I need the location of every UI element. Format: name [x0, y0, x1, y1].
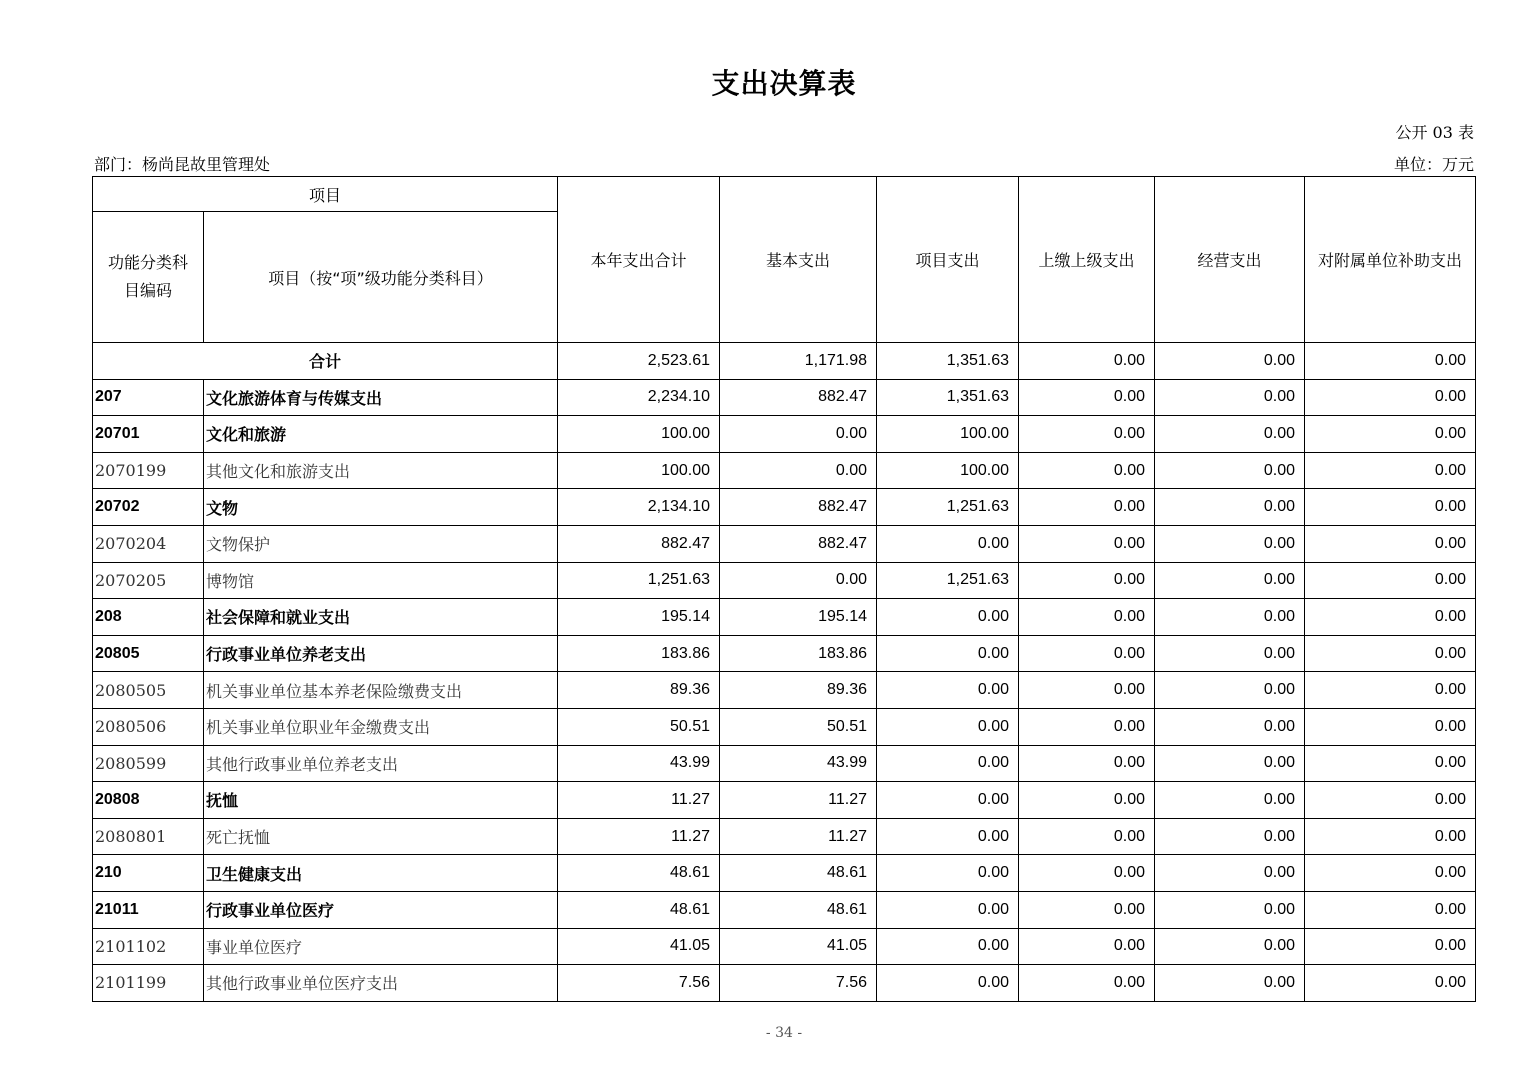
row-value: 41.05: [720, 928, 877, 965]
page-title: 支出决算表: [711, 67, 857, 100]
row-value: 0.00: [1155, 452, 1305, 489]
row-name: 抚恤: [204, 782, 558, 819]
row-value: 0.00: [877, 855, 1019, 892]
total-value: 0.00: [1155, 343, 1305, 380]
row-value: 0.00: [1305, 708, 1476, 745]
row-value: 1,351.63: [877, 379, 1019, 416]
table-row: [93, 745, 1476, 782]
row-value: 0.00: [1019, 379, 1155, 416]
row-code: 20702: [93, 489, 204, 526]
row-name: 行政事业单位养老支出: [204, 635, 558, 672]
total-label: 合计: [93, 343, 558, 380]
row-value: 1,251.63: [877, 562, 1019, 599]
row-value: 882.47: [720, 525, 877, 562]
row-name: 其他行政事业单位养老支出: [204, 745, 558, 782]
row-value: 0.00: [1305, 416, 1476, 453]
row-value: 50.51: [558, 708, 720, 745]
row-value: 0.00: [1019, 891, 1155, 928]
row-name: 文化和旅游: [204, 416, 558, 453]
total-value: 2,523.61: [558, 343, 720, 380]
table-row: [93, 891, 1476, 928]
row-value: 0.00: [1155, 525, 1305, 562]
total-value: 1,351.63: [877, 343, 1019, 380]
row-value: 0.00: [1155, 855, 1305, 892]
row-value: 0.00: [877, 635, 1019, 672]
row-value: 0.00: [1019, 489, 1155, 526]
row-value: 48.61: [558, 891, 720, 928]
row-value: 0.00: [1305, 635, 1476, 672]
row-value: 48.61: [720, 855, 877, 892]
header-subsidy: 对附属单位补助支出: [1305, 177, 1476, 343]
row-value: 50.51: [720, 708, 877, 745]
row-code: 207: [93, 379, 204, 416]
row-value: 41.05: [558, 928, 720, 965]
row-name: 事业单位医疗: [204, 928, 558, 965]
expenditure-table: [92, 176, 1476, 1002]
row-code: 2070205: [93, 562, 204, 599]
row-code: 210: [93, 855, 204, 892]
row-value: 0.00: [1155, 562, 1305, 599]
total-row: [93, 343, 1476, 380]
row-value: 48.61: [720, 891, 877, 928]
table-row: [93, 928, 1476, 965]
row-name: 文物保护: [204, 525, 558, 562]
row-code: 2070199: [93, 452, 204, 489]
row-value: 2,134.10: [558, 489, 720, 526]
row-name: 其他文化和旅游支出: [204, 452, 558, 489]
row-value: 0.00: [877, 782, 1019, 819]
row-code: 208: [93, 599, 204, 636]
header-basic: 基本支出: [720, 177, 877, 343]
row-name: 博物馆: [204, 562, 558, 599]
row-name: 机关事业单位职业年金缴费支出: [204, 708, 558, 745]
row-value: 183.86: [558, 635, 720, 672]
row-name: 文化旅游体育与传媒支出: [204, 379, 558, 416]
table-row: [93, 452, 1476, 489]
row-value: 0.00: [1305, 379, 1476, 416]
row-value: 882.47: [720, 489, 877, 526]
table-row: [93, 525, 1476, 562]
header-total: 本年支出合计: [558, 177, 720, 343]
row-value: 0.00: [877, 965, 1019, 1002]
row-value: 0.00: [1155, 818, 1305, 855]
row-value: 0.00: [1019, 745, 1155, 782]
row-value: 11.27: [720, 818, 877, 855]
header-code: 功能分类科目编码: [93, 212, 204, 343]
row-value: 0.00: [1305, 745, 1476, 782]
row-code: 20805: [93, 635, 204, 672]
row-value: 0.00: [1305, 818, 1476, 855]
row-value: 0.00: [1155, 672, 1305, 709]
row-code: 2080599: [93, 745, 204, 782]
row-value: 0.00: [1155, 416, 1305, 453]
header-name: 项目（按“项”级功能分类科目）: [204, 212, 558, 343]
row-value: 0.00: [1019, 416, 1155, 453]
row-value: 43.99: [720, 745, 877, 782]
row-value: 100.00: [558, 452, 720, 489]
row-value: 0.00: [1019, 855, 1155, 892]
row-code: 2080801: [93, 818, 204, 855]
page-number: - 34 -: [765, 1025, 803, 1041]
row-value: 0.00: [1155, 928, 1305, 965]
row-value: 0.00: [1155, 599, 1305, 636]
row-value: 48.61: [558, 855, 720, 892]
row-value: 0.00: [1019, 965, 1155, 1002]
department-label: 部门：杨尚昆故里管理处: [94, 155, 271, 174]
row-value: 11.27: [720, 782, 877, 819]
row-name: 行政事业单位医疗: [204, 891, 558, 928]
row-value: 0.00: [1155, 745, 1305, 782]
row-value: 0.00: [720, 416, 877, 453]
row-value: 0.00: [1019, 525, 1155, 562]
table-row: [93, 489, 1476, 526]
row-value: 2,234.10: [558, 379, 720, 416]
total-value: 0.00: [1019, 343, 1155, 380]
row-value: 7.56: [720, 965, 877, 1002]
row-value: 1,251.63: [877, 489, 1019, 526]
row-value: 0.00: [1305, 489, 1476, 526]
row-value: 1,251.63: [558, 562, 720, 599]
row-value: 0.00: [1155, 379, 1305, 416]
row-code: 2101102: [93, 928, 204, 965]
row-value: 89.36: [558, 672, 720, 709]
row-value: 100.00: [877, 416, 1019, 453]
row-value: 100.00: [558, 416, 720, 453]
row-value: 0.00: [1305, 452, 1476, 489]
row-value: 183.86: [720, 635, 877, 672]
row-value: 0.00: [1019, 928, 1155, 965]
table-row: [93, 782, 1476, 819]
row-name: 机关事业单位基本养老保险缴费支出: [204, 672, 558, 709]
row-value: 882.47: [558, 525, 720, 562]
table-row: [93, 562, 1476, 599]
row-code: 2080505: [93, 672, 204, 709]
total-value: 1,171.98: [720, 343, 877, 380]
row-value: 0.00: [1019, 782, 1155, 819]
header-business: 经营支出: [1155, 177, 1305, 343]
row-value: 0.00: [1305, 965, 1476, 1002]
row-code: 20701: [93, 416, 204, 453]
row-value: 0.00: [877, 599, 1019, 636]
row-name: 死亡抚恤: [204, 818, 558, 855]
row-value: 100.00: [877, 452, 1019, 489]
header-item-group: 项目: [93, 177, 558, 212]
row-value: 0.00: [877, 891, 1019, 928]
row-value: 0.00: [1019, 818, 1155, 855]
row-value: 0.00: [1305, 525, 1476, 562]
row-value: 0.00: [1019, 599, 1155, 636]
row-name: 其他行政事业单位医疗支出: [204, 965, 558, 1002]
row-value: 0.00: [1155, 891, 1305, 928]
row-code: 21011: [93, 891, 204, 928]
row-name: 卫生健康支出: [204, 855, 558, 892]
row-value: 0.00: [877, 928, 1019, 965]
row-code: 2080506: [93, 708, 204, 745]
row-code: 2070204: [93, 525, 204, 562]
row-value: 0.00: [1305, 562, 1476, 599]
row-value: 882.47: [720, 379, 877, 416]
row-value: 11.27: [558, 818, 720, 855]
row-value: 0.00: [1019, 452, 1155, 489]
row-value: 7.56: [558, 965, 720, 1002]
row-code: 2101199: [93, 965, 204, 1002]
table-row: [93, 599, 1476, 636]
row-value: 0.00: [1155, 635, 1305, 672]
row-value: 0.00: [1305, 672, 1476, 709]
header-upper: 上缴上级支出: [1019, 177, 1155, 343]
row-value: 0.00: [1155, 782, 1305, 819]
header-project: 项目支出: [877, 177, 1019, 343]
total-value: 0.00: [1305, 343, 1476, 380]
row-value: 0.00: [1305, 782, 1476, 819]
row-name: 文物: [204, 489, 558, 526]
table-row: [93, 379, 1476, 416]
row-value: 0.00: [1019, 672, 1155, 709]
row-value: 0.00: [877, 525, 1019, 562]
row-value: 0.00: [1019, 635, 1155, 672]
row-value: 0.00: [877, 708, 1019, 745]
row-name: 社会保障和就业支出: [204, 599, 558, 636]
row-value: 0.00: [1305, 855, 1476, 892]
row-value: 43.99: [558, 745, 720, 782]
row-value: 0.00: [877, 818, 1019, 855]
row-code: 20808: [93, 782, 204, 819]
row-value: 0.00: [1155, 965, 1305, 1002]
table-row: [93, 818, 1476, 855]
row-value: 11.27: [558, 782, 720, 819]
table-row: [93, 672, 1476, 709]
row-value: 0.00: [720, 452, 877, 489]
row-value: 0.00: [877, 672, 1019, 709]
row-value: 0.00: [1019, 562, 1155, 599]
row-value: 0.00: [1155, 489, 1305, 526]
row-value: 195.14: [558, 599, 720, 636]
table-row: [93, 635, 1476, 672]
row-value: 0.00: [877, 745, 1019, 782]
row-value: 0.00: [1305, 928, 1476, 965]
row-value: 0.00: [720, 562, 877, 599]
table-row: [93, 855, 1476, 892]
row-value: 0.00: [1305, 891, 1476, 928]
table-row: [93, 708, 1476, 745]
row-value: 0.00: [1019, 708, 1155, 745]
row-value: 195.14: [720, 599, 877, 636]
table-row: [93, 965, 1476, 1002]
table-body: [93, 343, 1476, 1002]
table-row: [93, 416, 1476, 453]
row-value: 89.36: [720, 672, 877, 709]
row-value: 0.00: [1155, 708, 1305, 745]
row-value: 0.00: [1305, 599, 1476, 636]
unit-label: 单位：万元: [1393, 155, 1474, 174]
table-number: 公开 03 表: [1395, 123, 1474, 142]
